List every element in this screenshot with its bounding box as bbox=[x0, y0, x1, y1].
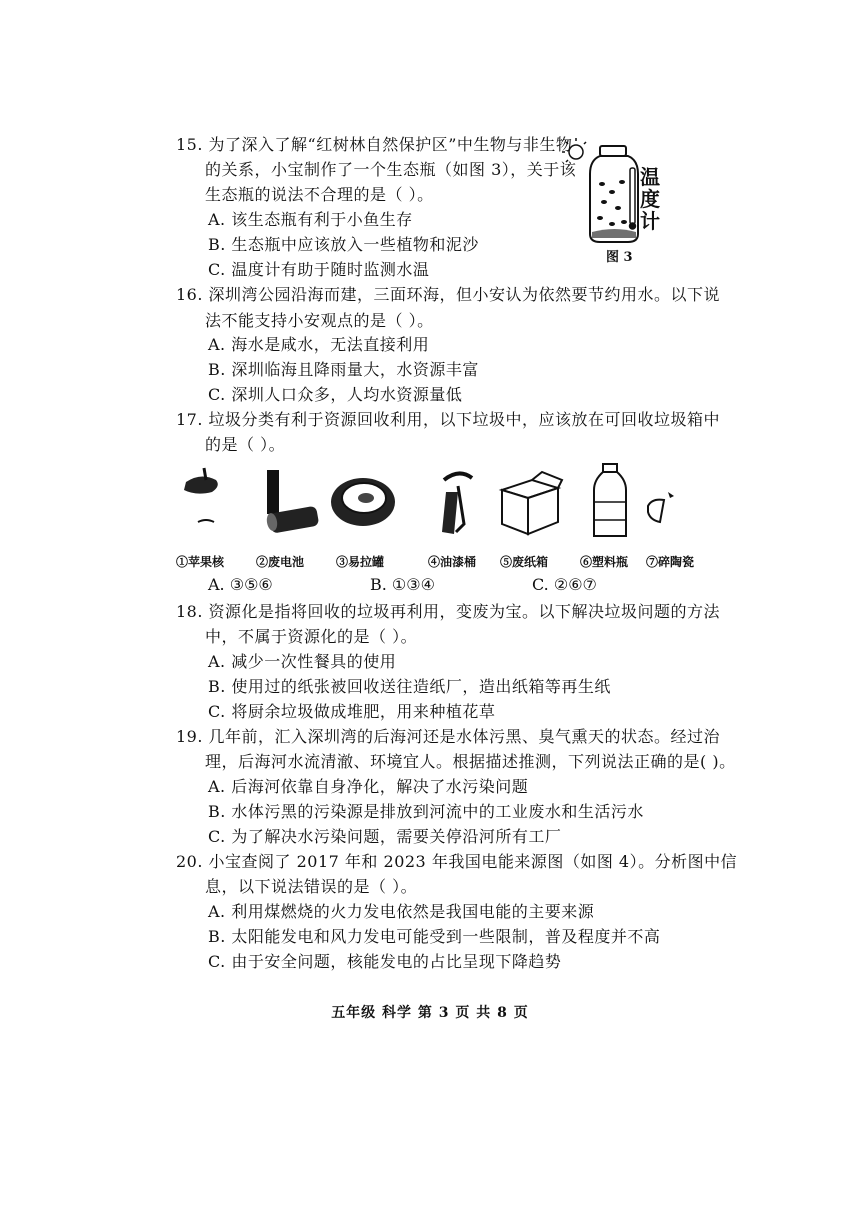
thermometer-label: 温度计 bbox=[640, 165, 660, 233]
item-label-1: ①苹果核 bbox=[176, 555, 225, 569]
q17-line-2: 的是（ ）。 bbox=[205, 435, 286, 454]
paint-bucket-icon bbox=[424, 462, 494, 542]
q19-option-c: C. 为了解决水污染问题，需要关停沿河所有工厂 bbox=[208, 827, 562, 846]
cardboard-box-icon bbox=[496, 462, 566, 542]
item-label-6: ⑥塑料瓶 bbox=[580, 555, 629, 569]
figure-3-label: 图 3 bbox=[606, 250, 633, 265]
item-label-5: ⑤废纸箱 bbox=[500, 555, 549, 569]
q18-option-a: A. 减少一次性餐具的使用 bbox=[208, 652, 397, 671]
q20-option-a: A. 利用煤燃烧的火力发电依然是我国电能的主要来源 bbox=[208, 902, 595, 921]
q17-line-1: 17. 垃圾分类有利于资源回收利用，以下垃圾中，应该放在可回收垃圾箱中 bbox=[176, 410, 721, 429]
sun-icon bbox=[562, 138, 586, 162]
q18-line-2: 中，不属于资源化的是（ ）。 bbox=[205, 627, 418, 646]
q20-option-c: C. 由于安全问题，核能发电的占比呈现下降趋势 bbox=[208, 952, 562, 971]
q19-option-a: A. 后海河依靠自身净化，解决了水污染问题 bbox=[208, 777, 529, 796]
battery-icon bbox=[252, 462, 322, 542]
q15-option-b: B. 生态瓶中应该放入一些植物和泥沙 bbox=[208, 235, 479, 254]
q18-option-b: B. 使用过的纸张被回收送往造纸厂，造出纸箱等再生纸 bbox=[208, 677, 611, 696]
q18-option-c: C. 将厨余垃圾做成堆肥，用来种植花草 bbox=[208, 702, 496, 721]
q15-line-2: 的关系，小宝制作了一个生态瓶（如图 3），关于该 bbox=[205, 160, 577, 179]
q15-option-a: A. 该生态瓶有利于小鱼生存 bbox=[208, 210, 413, 229]
q16-line-2: 法不能支持小安观点的是（ ）。 bbox=[205, 311, 434, 330]
q15-option-c: C. 温度计有助于随时监测水温 bbox=[208, 260, 430, 279]
item-label-4: ④油漆桶 bbox=[428, 555, 477, 569]
q20-line-2: 息，以下说法错误的是（ ）。 bbox=[205, 877, 418, 896]
apple-core-icon bbox=[176, 462, 246, 542]
can-icon bbox=[328, 462, 398, 542]
q15-line-1: 15. 为了深入了解“红树林自然保护区”中生物与非生物 bbox=[176, 135, 573, 154]
q18-line-1: 18. 资源化是指将回收的垃圾再利用，变废为宝。以下解决垃圾问题的方法 bbox=[176, 602, 721, 621]
broken-ceramic-icon bbox=[642, 462, 712, 542]
item-label-2: ②废电池 bbox=[256, 555, 305, 569]
q16-option-c: C. 深圳人口众多，人均水资源量低 bbox=[208, 385, 463, 404]
q20-option-b: B. 太阳能发电和风力发电可能受到一些限制，普及程度并不高 bbox=[208, 927, 661, 946]
page-footer: 五年级 科学 第 3 页 共 8 页 bbox=[331, 1005, 529, 1021]
q19-line-1: 19. 几年前，汇入深圳湾的后海河还是水体污黑、臭气熏天的状态。经过治 bbox=[176, 727, 721, 746]
q19-option-b: B. 水体污黑的污染源是排放到河流中的工业废水和生活污水 bbox=[208, 802, 644, 821]
q15-line-3: 生态瓶的说法不合理的是（ ）。 bbox=[205, 185, 434, 204]
q16-line-1: 16. 深圳湾公园沿海而建，三面环海，但小安认为依然要节约用水。以下说 bbox=[176, 285, 721, 304]
q17-option-a: A. ③⑤⑥ bbox=[208, 575, 273, 594]
q17-option-b: B. ①③④ bbox=[370, 575, 435, 594]
item-label-7: ⑦碎陶瓷 bbox=[646, 555, 695, 569]
q19-line-2: 理，后海河水流清澈、环境宜人。根据描述推测，下列说法正确的是( )。 bbox=[205, 752, 736, 771]
plastic-bottle-icon bbox=[576, 462, 646, 542]
q20-line-1: 20. 小宝查阅了 2017 年和 2023 年我国电能来源图（如图 4）。分析图中信 bbox=[176, 852, 738, 871]
q16-option-b: B. 深圳临海且降雨量大，水资源丰富 bbox=[208, 360, 479, 379]
q16-option-a: A. 海水是咸水，无法直接利用 bbox=[208, 335, 430, 354]
item-label-3: ③易拉罐 bbox=[336, 555, 385, 569]
thermometer-icon bbox=[630, 168, 636, 229]
garbage-items-row bbox=[176, 462, 706, 552]
q17-option-c: C. ②⑥⑦ bbox=[532, 575, 597, 594]
